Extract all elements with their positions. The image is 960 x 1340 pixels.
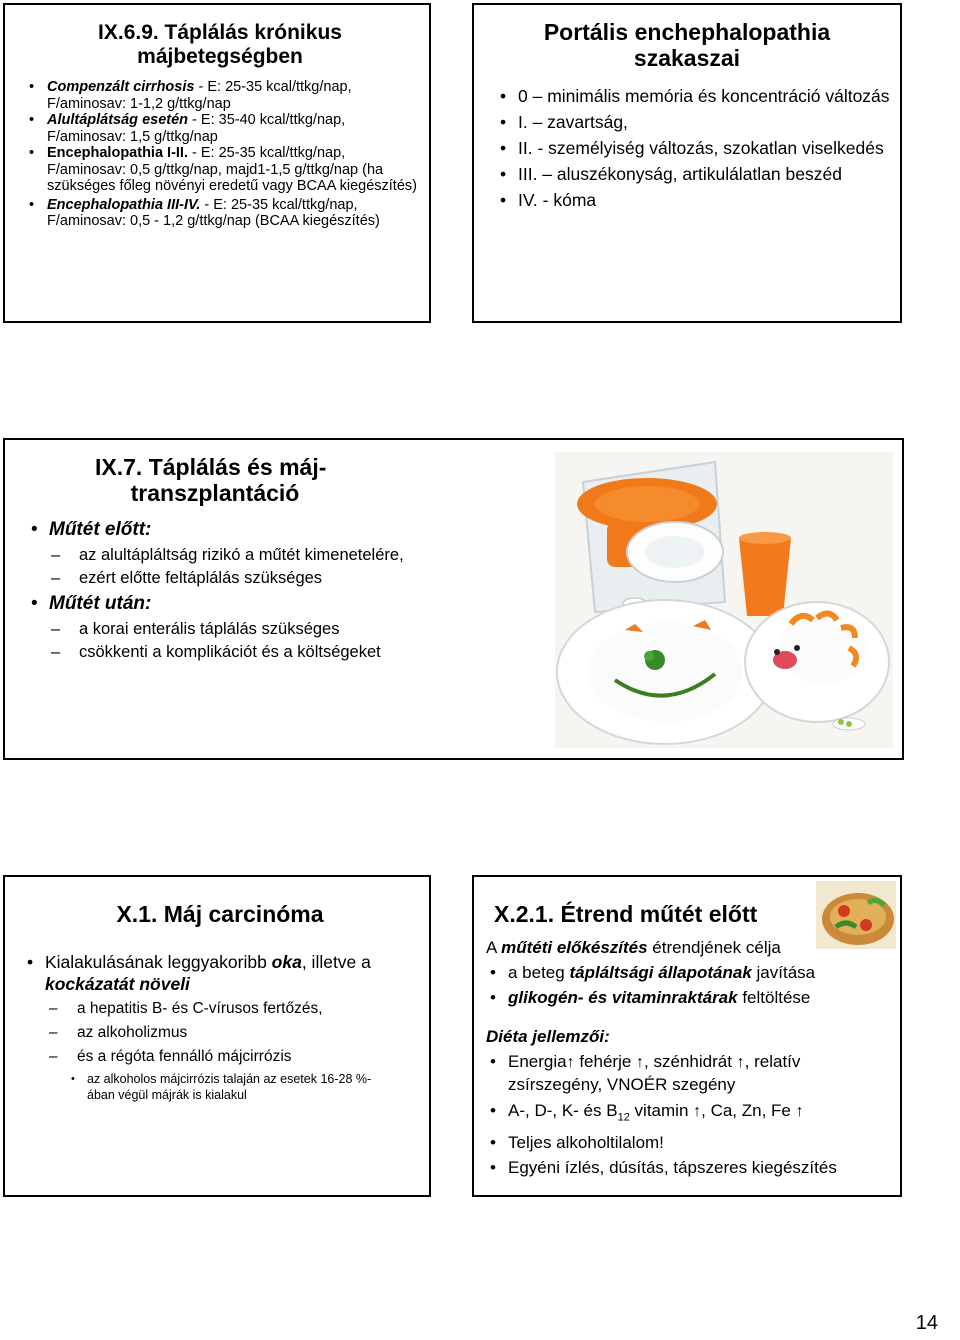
food-face-plate-image — [555, 452, 893, 748]
slide-pre-surgery-diet — [472, 875, 902, 1197]
list-item: • 0 – minimális memória és koncentráció változás — [500, 85, 890, 107]
slide-title: X.1. Máj carcinóma — [116, 901, 324, 927]
list-item: – az alkoholizmus — [49, 1021, 419, 1045]
arrow-up-icon: ↑ — [736, 1054, 745, 1071]
list-item: • Teljes alkoholtilalom! — [490, 1130, 896, 1155]
list-item: • Alultáplátság esetén - E: 35-40 kcal/ttkg/nap, F/aminosav: 1,5 g/ttkg/nap — [29, 112, 421, 145]
list-item: • Egyéni ízlés, dúsítás, tápszeres kiegészítés — [490, 1155, 896, 1180]
list-item: • II. - személyiség változás, szokatlan viselkedés — [500, 137, 890, 159]
list-item: • Encephalopathia I-II. - E: 25-35 kcal/ttkg/nap, F/aminosav: 0,5 g/ttkg/nap, majd1-1,5 g/ttkg/nap (ha szükséges főleg növényi eredetű vagy BCAA kiegészítés) — [29, 145, 421, 195]
list-item: – a korai enterális táplálás szükséges — [51, 618, 451, 641]
list-item: • Kialakulásának leggyakoribb oka, illetve a kockázatát növeli — [27, 951, 419, 995]
list-item: • az alkoholos májcirrózis talaján az esetek 16-28 %-ában végül májrák is kialakul — [71, 1071, 387, 1103]
arrow-up-icon: ↑ — [795, 1103, 804, 1120]
list-item: – csökkenti a komplikációt és a költségeket — [51, 641, 451, 664]
slide-title: IX.6.9. Táplálás krónikus májbetegségben — [98, 21, 342, 69]
slide-title: IX.7. Táplálás és máj- transzplantáció — [95, 454, 327, 507]
list-item: – a hepatitis B- és C-vírusos fertőzés, — [49, 997, 419, 1021]
slide-chronic-liver-nutrition — [3, 3, 431, 323]
list-item: • a beteg tápláltsági állapotának javítása — [490, 960, 896, 985]
kids-plate-photo — [555, 452, 893, 748]
list-item: • A-, D-, K- és $B_{12}$ vitamin ↑, Ca, Zn, Fe ↑ — [490, 1098, 896, 1130]
list-item: • IV. - kóma — [500, 189, 890, 211]
slide-portal-encephalopathy — [472, 3, 902, 323]
list-item: • Encephalopathia III-IV. - E: 25-35 kcal/ttkg/nap, F/aminosav: 0,5 - 1,2 g/ttkg/nap (BCAA kiegészítés) — [29, 197, 421, 230]
list-item: • glikogén- és vitaminraktárak feltöltése — [490, 985, 896, 1010]
list-item: • I. – zavartság, — [500, 111, 890, 133]
after-surgery-label: • Műtét után: — [31, 592, 451, 615]
slide-liver-transplant-nutrition — [3, 438, 904, 760]
intro-text: A műtéti előkészítés étrendjének célja — [486, 938, 781, 957]
page-number: 14 — [915, 1312, 938, 1334]
before-surgery-label: • Műtét előtt: — [31, 518, 451, 541]
slide-liver-carcinoma — [3, 875, 431, 1197]
list-item: – és a régóta fennálló májcirrózis — [49, 1045, 419, 1069]
arrow-up-icon: ↑ — [693, 1103, 702, 1120]
list-item: – ezért előtte feltáplálás szükséges — [51, 567, 451, 590]
slide-title: Portális enchephalopathia szakaszai — [543, 19, 831, 72]
slide-title: X.2.1. Étrend műtét előtt — [494, 901, 758, 927]
diet-label: Diéta jellemzői: — [486, 1027, 610, 1046]
list-item: • Compenzált cirrhosis - E: 25-35 kcal/ttkg/nap, F/aminosav: 1-1,2 g/ttkg/nap — [29, 79, 421, 112]
arrow-up-icon: ↑ — [566, 1054, 575, 1071]
arrow-up-icon: ↑ — [636, 1054, 645, 1071]
list-item: • III. – aluszékonyság, artikulálatlan beszéd — [500, 163, 890, 185]
list-item: – az alultápláltság rizikó a műtét kimenetelére, — [51, 544, 451, 567]
list-item: • Energia↑ fehérje ↑, szénhidrát ↑, relatív zsírszegény, VNOÉR szegény — [490, 1051, 896, 1096]
